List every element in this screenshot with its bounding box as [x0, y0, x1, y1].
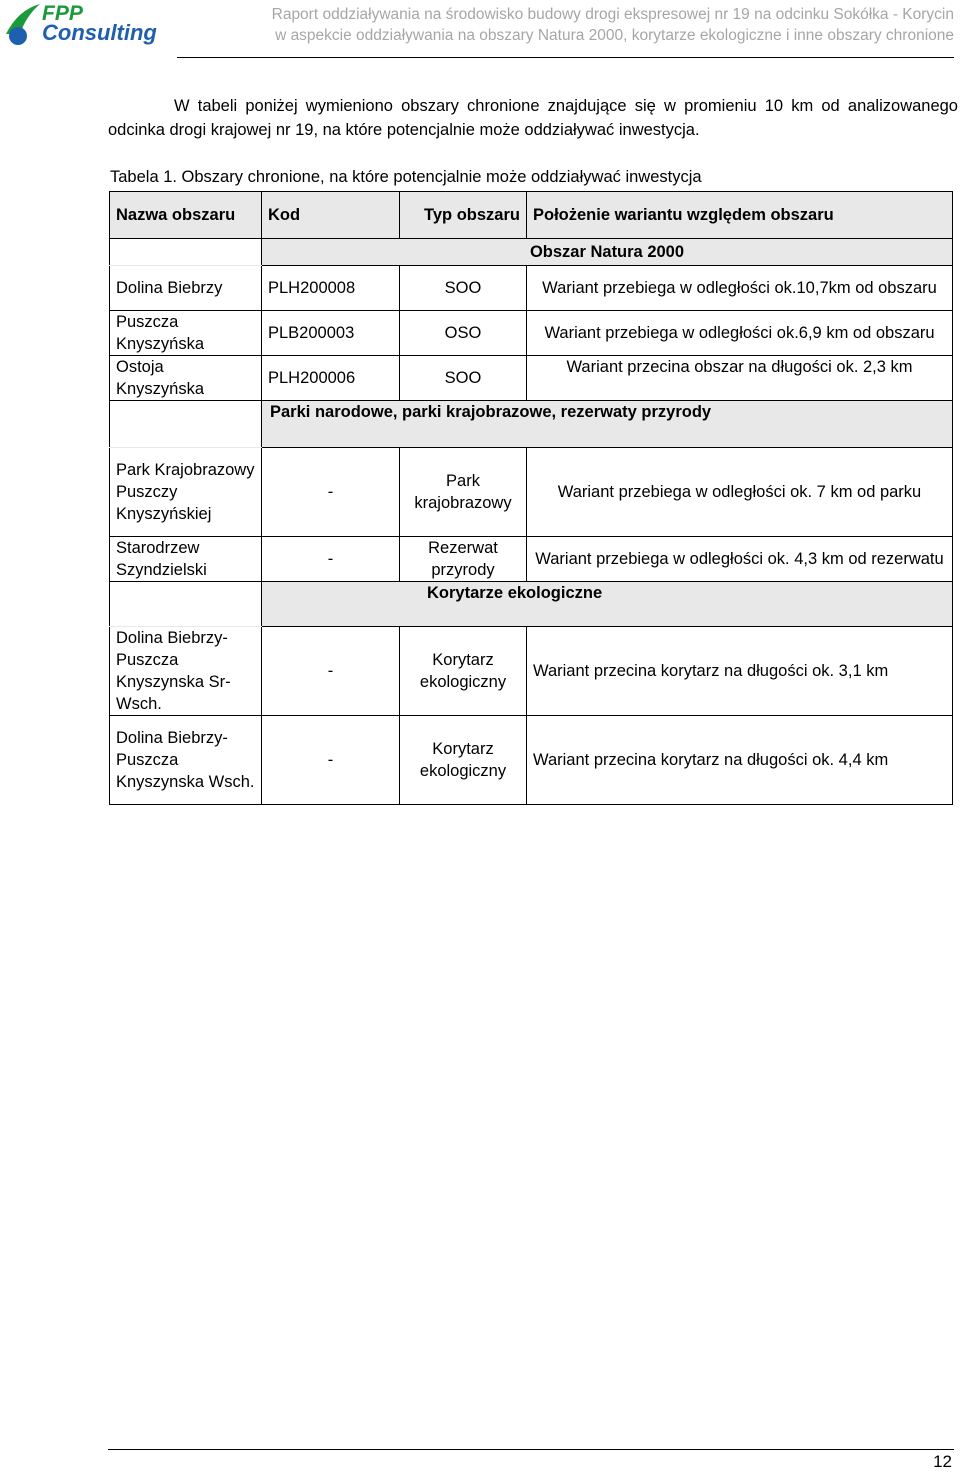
cell-name: Dolina Biebrzy-Puszcza Knyszynska Sr-Wsch.	[110, 627, 262, 716]
header-title-line1: Raport oddziaływania na środowisko budowy drogi ekspresowej nr 19 na odcinku Sokółka - Korycin	[271, 6, 954, 23]
table-row	[110, 716, 953, 805]
header-title-line2: w aspekcie oddziaływania na obszary Natura 2000, korytarze ekologiczne i inne obszary chronione	[275, 27, 954, 44]
cell-position: Wariant przebiega w odległości ok. 7 km od parku	[527, 448, 953, 537]
header-code: Kod	[262, 192, 400, 239]
cell-code: -	[262, 716, 400, 805]
header-type: Typ obszaru	[400, 192, 527, 239]
section-parks: Parki narodowe, parki krajobrazowe, rezerwaty przyrody	[262, 401, 953, 448]
fpp-consulting-logo	[4, 0, 164, 50]
cell-name: Park Krajobrazowy Puszczy Knyszyńskiej	[110, 448, 262, 537]
header-rule	[177, 57, 954, 58]
cell-code: -	[262, 627, 400, 716]
running-header	[272, 4, 954, 46]
logo-text-consulting: Consulting	[42, 20, 157, 45]
cell-name: Dolina Biebrzy	[110, 266, 262, 311]
cell-type: Korytarz ekologiczny	[400, 716, 527, 805]
table-row	[110, 537, 953, 582]
table-row	[110, 266, 953, 311]
cell-code: -	[262, 448, 400, 537]
cell-name: Starodrzew Szyndzielski	[110, 537, 262, 582]
table-row	[110, 311, 953, 356]
cell-position: Wariant przebiega w odległości ok. 4,3 km od rezerwatu	[527, 537, 953, 582]
header-position: Położenie wariantu względem obszaru	[527, 192, 953, 239]
logo-dot-icon	[9, 27, 27, 45]
table-row	[110, 627, 953, 716]
table-caption: Tabela 1. Obszary chronione, na które potencjalnie może oddziaływać inwestycja	[110, 168, 702, 186]
cell-code: PLH200008	[262, 266, 400, 311]
cell-position: Wariant przebiega w odległości ok.6,9 km od obszaru	[527, 311, 953, 356]
cell-type: Park krajobrazowy	[400, 448, 527, 537]
header-name: Nazwa obszaru	[110, 192, 262, 239]
section-natura: Obszar Natura 2000	[262, 239, 953, 266]
intro-paragraph: W tabeli poniżej wymieniono obszary chronione znajdujące się w promieniu 10 km od analizowanego odcinka drogi krajowej nr 19, na które potencjalnie może oddziaływać inwestycja.	[108, 97, 958, 139]
cell-type: Korytarz ekologiczny	[400, 627, 527, 716]
cell-position: Wariant przecina korytarz na długości ok. 4,4 km	[527, 716, 953, 805]
cell-position: Wariant przecina korytarz na długości ok. 3,1 km	[527, 627, 953, 716]
logo-text-fpp: FPP	[42, 2, 83, 25]
table-row	[110, 356, 953, 401]
footer-rule	[108, 1449, 954, 1450]
section-row	[110, 239, 953, 266]
cell-code: -	[262, 537, 400, 582]
section-row	[110, 582, 953, 627]
cell-name: Dolina Biebrzy-Puszcza Knyszynska Wsch.	[110, 716, 262, 805]
cell-name: Puszcza Knyszyńska	[110, 311, 262, 356]
table-row	[110, 448, 953, 537]
section-row	[110, 401, 953, 448]
page-number: 12	[933, 1452, 952, 1471]
cell-type: SOO	[400, 266, 527, 311]
protected-areas-table	[109, 191, 953, 805]
cell-name: Ostoja Knyszyńska	[110, 356, 262, 401]
cell-code: PLH200006	[262, 356, 400, 401]
table-header-row	[110, 192, 953, 239]
cell-type: SOO	[400, 356, 527, 401]
section-corridors: Korytarze ekologiczne	[262, 582, 953, 627]
cell-position: Wariant przebiega w odległości ok.10,7km od obszaru	[527, 266, 953, 311]
cell-type: OSO	[400, 311, 527, 356]
cell-type: Rezerwat przyrody	[400, 537, 527, 582]
cell-code: PLB200003	[262, 311, 400, 356]
cell-position: Wariant przecina obszar na długości ok. 2,3 km	[527, 356, 953, 401]
